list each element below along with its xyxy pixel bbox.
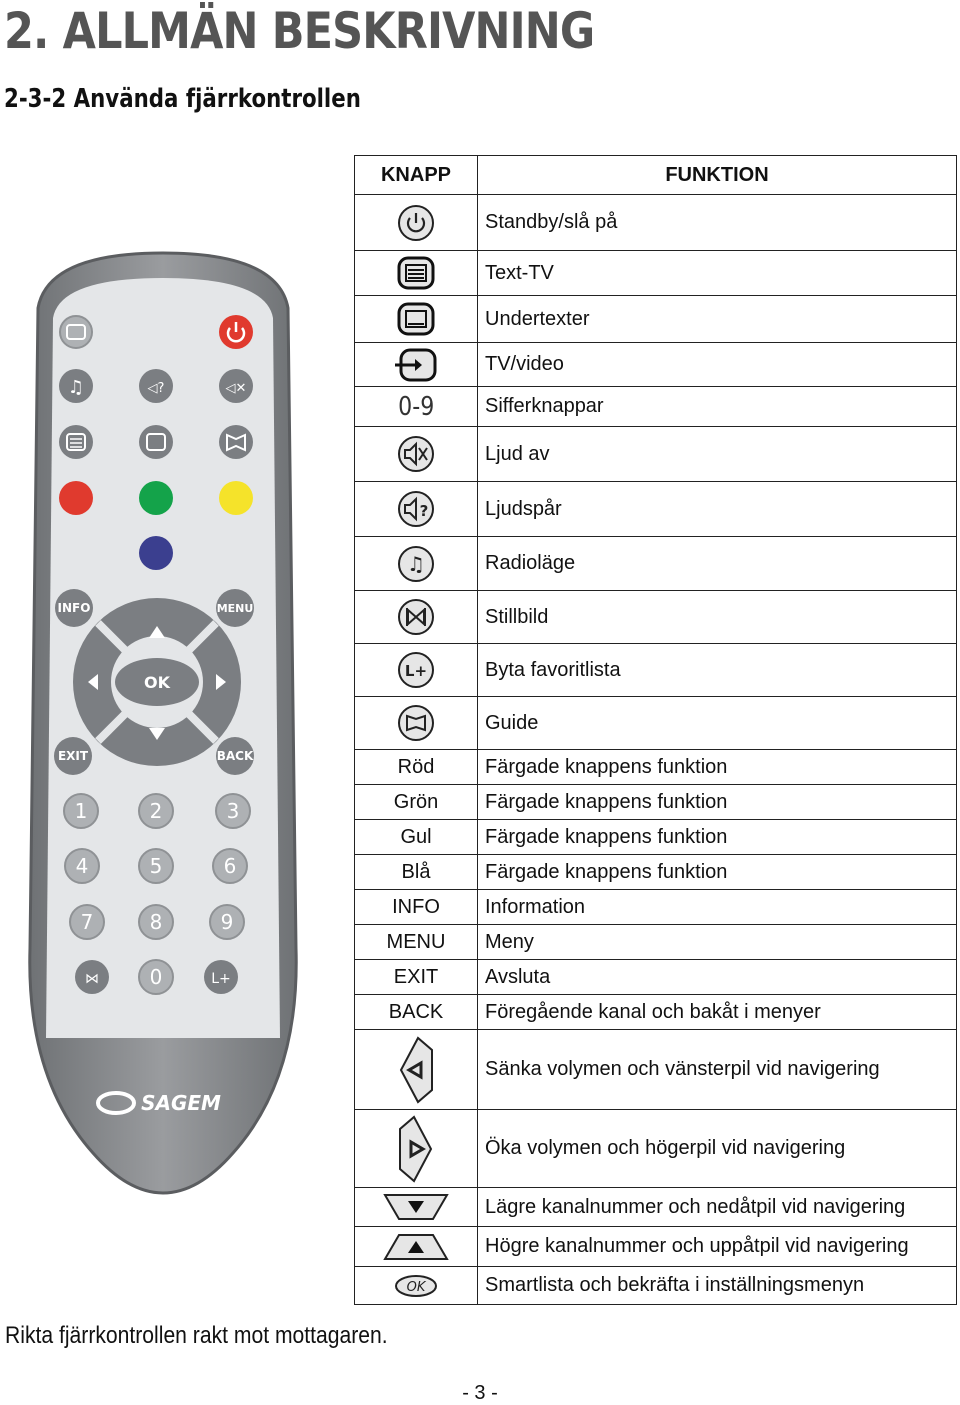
- header-function: FUNKTION: [478, 156, 957, 195]
- function-cell: Meny: [478, 925, 957, 960]
- power-icon: [396, 203, 436, 243]
- table-row: [355, 820, 957, 855]
- table-row: [355, 1030, 957, 1110]
- back-button: [216, 737, 254, 775]
- table-row: [355, 482, 957, 537]
- table-row: [355, 960, 957, 995]
- digit-1: 1: [74, 799, 88, 823]
- tv-video-icon: [393, 347, 439, 383]
- subtitles-button: [139, 425, 173, 459]
- table-row: [355, 251, 957, 296]
- footer-note: Rikta fjärrkontrollen rakt mot mottagaren.: [5, 1322, 388, 1349]
- favorites-label: L+: [211, 971, 231, 987]
- function-cell: Färgade knappens funktion: [478, 750, 957, 785]
- digit-6: 6: [223, 854, 237, 878]
- ok-icon-label: OK: [406, 1279, 426, 1295]
- subsection-title: 2-3-2 Använda fjärrkontrollen: [4, 84, 361, 114]
- table-row: [355, 296, 957, 343]
- button-cell: Blå: [355, 855, 478, 890]
- digit-8: 8: [149, 910, 163, 934]
- function-cell: Föregående kanal och bakåt i menyer: [478, 995, 957, 1030]
- freeze-icon: [396, 597, 436, 637]
- digit-3: 3: [226, 799, 240, 823]
- green-button: [139, 481, 173, 515]
- table-row: [355, 697, 957, 750]
- function-cell: Ljud av: [478, 427, 957, 482]
- right-arrow-icon: [396, 1114, 436, 1184]
- yellow-button: [219, 481, 253, 515]
- button-cell: MENU: [355, 925, 478, 960]
- function-cell: Stillbild: [478, 591, 957, 644]
- function-cell: TV/video: [478, 343, 957, 387]
- function-cell: Text-TV: [478, 251, 957, 296]
- subtitles-icon: [396, 301, 436, 337]
- table-row: [355, 890, 957, 925]
- table-row: [355, 1227, 957, 1267]
- function-cell: Sifferknappar: [478, 387, 957, 427]
- table-row: [355, 855, 957, 890]
- function-cell: Guide: [478, 697, 957, 750]
- exit-label: EXIT: [57, 749, 89, 763]
- teletext-button: [59, 425, 93, 459]
- tv-video-button: [60, 316, 92, 348]
- table-row: [355, 750, 957, 785]
- function-cell: Högre kanalnummer och uppåtpil vid navigering: [478, 1227, 957, 1267]
- left-arrow-icon: [396, 1035, 436, 1105]
- exit-button: [54, 737, 92, 775]
- function-cell: Radioläge: [478, 537, 957, 591]
- function-cell: Färgade knappens funktion: [478, 820, 957, 855]
- digit-9: 9: [220, 910, 234, 934]
- up-arrow-icon: [383, 1231, 449, 1263]
- table-row: [355, 195, 957, 251]
- down-arrow-icon: [383, 1191, 449, 1223]
- digit-5: 5: [149, 854, 163, 878]
- digit-4: 4: [75, 854, 89, 878]
- function-cell: Lägre kanalnummer och nedåtpil vid navigering: [478, 1188, 957, 1227]
- table-row: [355, 343, 957, 387]
- function-cell: Standby/slå på: [478, 195, 957, 251]
- svg-text:◁?: ◁?: [147, 381, 165, 396]
- table-row: [355, 387, 957, 427]
- radio-button: [59, 369, 93, 403]
- teletext-icon: [396, 255, 436, 291]
- navigation-pad: [73, 598, 241, 766]
- back-label: BACK: [216, 749, 254, 763]
- red-button: [59, 481, 93, 515]
- brand-label: SAGEM: [141, 1091, 221, 1115]
- section-title: 2. ALLMÄN BESKRIVNING: [4, 2, 595, 60]
- audio-track-icon: [396, 489, 436, 529]
- info-button: [55, 589, 93, 627]
- radio-icon: [396, 544, 436, 584]
- function-cell: Öka volymen och högerpil vid navigering: [478, 1110, 957, 1188]
- function-cell: Färgade knappens funktion: [478, 855, 957, 890]
- button-cell: Gul: [355, 820, 478, 855]
- blue-button: [139, 536, 173, 570]
- button-cell: BACK: [355, 995, 478, 1030]
- function-cell: Avsluta: [478, 960, 957, 995]
- button-cell: INFO: [355, 890, 478, 925]
- digit-7: 7: [80, 910, 94, 934]
- mute-button: [219, 369, 253, 403]
- function-cell: Färgade knappens funktion: [478, 785, 957, 820]
- digit-0: 0: [149, 965, 163, 989]
- button-cell: Röd: [355, 750, 478, 785]
- function-cell: Smartlista och bekräfta i inställningsmenyn: [478, 1267, 957, 1305]
- table-row: [355, 1188, 957, 1227]
- table-header-row: [355, 156, 957, 195]
- table-row: [355, 1110, 957, 1188]
- function-cell: Sänka volymen och vänsterpil vid navigering: [478, 1030, 957, 1110]
- table-row: [355, 925, 957, 960]
- button-cell: EXIT: [355, 960, 478, 995]
- header-button: KNAPP: [355, 156, 478, 195]
- svg-text:?: ?: [419, 502, 429, 520]
- digit-2: 2: [149, 799, 163, 823]
- table-row: [355, 591, 957, 644]
- button-cell: Grön: [355, 785, 478, 820]
- favorites-icon: [396, 650, 436, 690]
- guide-button: [219, 425, 253, 459]
- guide-icon: [396, 703, 436, 743]
- table-row: [355, 537, 957, 591]
- ok-label: OK: [144, 673, 170, 692]
- menu-button: [216, 589, 254, 627]
- svg-text:♫: ♫: [67, 377, 85, 398]
- table-row: [355, 1267, 957, 1305]
- table-row: [355, 785, 957, 820]
- svg-text:♫: ♫: [407, 551, 425, 576]
- info-label: INFO: [57, 601, 91, 615]
- svg-text:◁✕: ◁✕: [225, 381, 247, 396]
- function-cell: Undertexter: [478, 296, 957, 343]
- table-row: [355, 427, 957, 482]
- favorites-icon-label: L+: [404, 662, 428, 680]
- function-cell: Information: [478, 890, 957, 925]
- table-row: [355, 644, 957, 697]
- mute-icon: [396, 434, 436, 474]
- digits-icon: 0-9: [397, 391, 435, 422]
- remote-control-illustration: [18, 248, 308, 1198]
- power-button: [219, 315, 253, 349]
- freeze-glyph: ⋈: [85, 971, 99, 987]
- page-number: - 3 -: [462, 1382, 498, 1404]
- table-row: [355, 995, 957, 1030]
- function-cell: Byta favoritlista: [478, 644, 957, 697]
- function-cell: Ljudspår: [478, 482, 957, 537]
- ok-icon: [394, 1273, 438, 1299]
- audio-track-button: [139, 369, 173, 403]
- button-function-table: [354, 155, 957, 1305]
- menu-label: MENU: [216, 602, 254, 615]
